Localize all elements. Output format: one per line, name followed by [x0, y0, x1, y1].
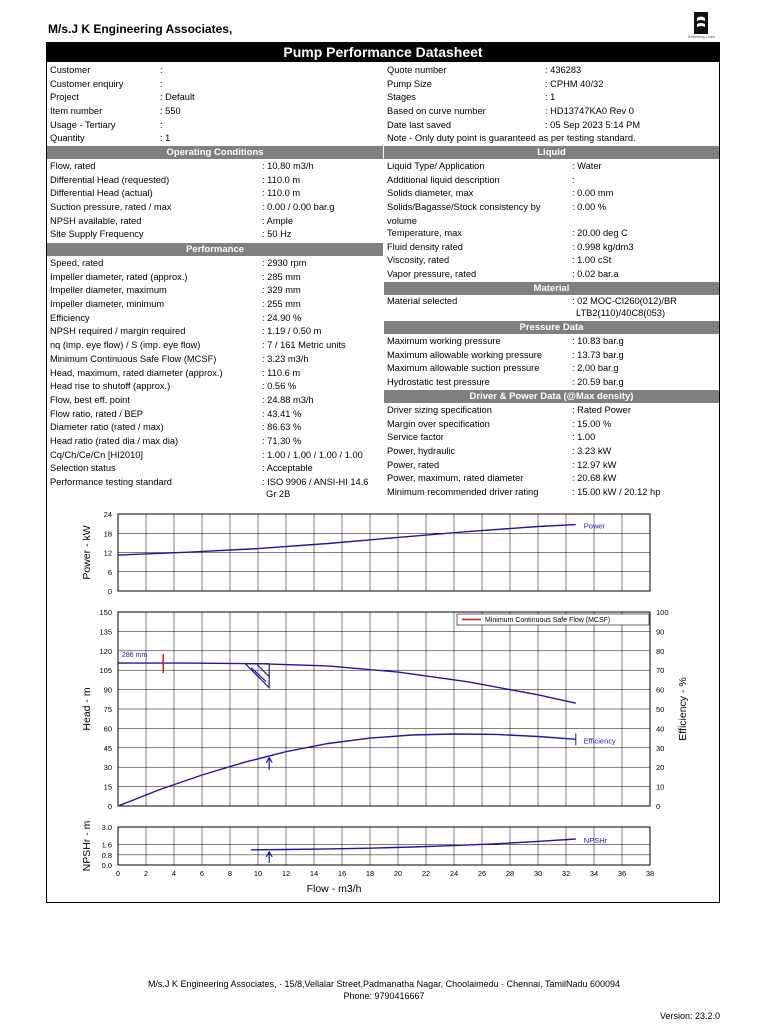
field-row	[387, 78, 717, 92]
x-tick-label: 36	[617, 869, 627, 878]
field-label: Impeller diameter, rated (approx.)	[50, 271, 188, 282]
field-value: : HD13747KA0 Rev 0	[545, 106, 634, 117]
field-label: Site Supply Frequency	[50, 229, 144, 240]
field-label: Material selected	[387, 296, 458, 306]
field-row	[50, 367, 382, 381]
field-row	[50, 339, 382, 353]
x-tick-label: 14	[309, 869, 319, 878]
field-value: : Default	[160, 92, 195, 103]
performance-curves-chart	[0, 505, 768, 905]
field-label: Driver sizing specification	[387, 405, 492, 415]
field-value: : 0.00 %	[572, 202, 607, 213]
y-tick-label: 0	[107, 802, 112, 811]
field-label: NPSH required / margin required	[50, 326, 186, 337]
y-tick-label: 0.0	[101, 861, 112, 870]
field-label: Customer	[50, 65, 91, 75]
field-label: Liquid Type/ Application	[387, 161, 485, 171]
field-value: :	[160, 78, 163, 89]
duty-point-marker	[245, 664, 269, 688]
y2-tick-label: 60	[656, 685, 665, 695]
field-value: : 10.83 bar.g	[572, 336, 624, 346]
field-label: Maximum allowable suction pressure	[387, 363, 540, 374]
y-axis-label: Head - m	[81, 687, 93, 731]
field-label: Speed, rated	[50, 258, 104, 268]
field-row	[50, 78, 380, 92]
field-label: Head, maximum, rated diameter (approx.)	[50, 367, 223, 378]
y2-tick-label: 20	[656, 763, 665, 773]
field-row	[50, 380, 382, 394]
field-label: Cq/Ch/Ce/Cn [HI2010]	[50, 449, 144, 460]
operating-conditions-block	[50, 160, 382, 242]
field-label: Pump Size	[387, 78, 432, 89]
field-label: Fluid density rated	[387, 241, 463, 252]
field-value-continued: Gr 2B	[266, 489, 291, 499]
field-row	[387, 64, 717, 78]
x-tick-label: 26	[477, 869, 487, 878]
field-value: : 10.80 m3/h	[262, 161, 314, 171]
field-value: : 1.00 / 1.00 / 1.00 / 1.00	[262, 449, 363, 460]
y-tick-label: 135	[99, 627, 112, 637]
field-row	[387, 174, 717, 188]
liquid-block	[387, 160, 717, 282]
field-row	[50, 228, 382, 242]
field-row	[50, 476, 382, 502]
field-value: : Ample	[262, 215, 294, 226]
field-row	[50, 312, 382, 326]
field-row	[50, 353, 382, 367]
field-label: Maximum allowable working pressure	[387, 349, 543, 360]
version-label: Version: 23.2.0	[659, 1011, 720, 1021]
field-value: : 50 Hz	[262, 229, 292, 240]
field-value: : 20.59 bar.g	[572, 377, 624, 388]
y-tick-label: 24	[103, 510, 112, 519]
field-label: Differential Head (requested)	[50, 174, 170, 185]
field-label: Flow, rated	[50, 161, 96, 171]
field-value: : 110.0 m	[262, 174, 301, 185]
field-row	[387, 459, 717, 473]
material-header: Material	[384, 282, 719, 295]
y-tick-label: 18	[103, 529, 112, 539]
field-value: : 285 mm	[262, 271, 301, 282]
y-axis-label: Power - kW	[81, 525, 93, 580]
field-row	[387, 227, 717, 241]
field-value: : 20.68 kW	[572, 473, 617, 484]
field-row	[50, 174, 382, 188]
field-row	[50, 435, 382, 449]
field-row	[387, 418, 717, 432]
x-tick-label: 4	[171, 869, 177, 878]
field-value: : Rated Power	[572, 405, 631, 415]
field-row	[387, 187, 717, 201]
legend-label: Minimum Continuous Safe Flow (MCSF)	[485, 617, 611, 624]
field-value: : 3.23 m3/h	[262, 353, 309, 364]
diameter-annotation: 286 mm	[122, 651, 148, 659]
operating-conditions-header: Operating Conditions	[47, 146, 383, 159]
field-value: : 1.00	[572, 432, 596, 443]
x-tick-label: 30	[533, 869, 543, 878]
field-row	[50, 160, 382, 174]
field-row	[50, 462, 382, 476]
field-value: : CPHM 40/32	[545, 78, 604, 89]
x-tick-label: 16	[337, 869, 347, 878]
field-value: : 20.00 deg C	[572, 228, 628, 239]
field-row	[387, 241, 717, 255]
x-axis-label: Flow - m3/h	[306, 883, 362, 895]
field-row	[387, 201, 717, 227]
field-value: :	[572, 174, 575, 185]
y-tick-label: 0.8	[101, 850, 112, 860]
field-value: : 1.19 / 0.50 m	[262, 326, 322, 337]
field-label: Item number	[50, 106, 103, 117]
info-left-block	[50, 64, 380, 146]
series-line	[118, 734, 576, 806]
x-tick-label: 12	[281, 869, 291, 878]
field-value: : 86.63 %	[262, 422, 302, 433]
field-row	[387, 472, 717, 486]
y-tick-label: 15	[103, 782, 112, 792]
field-label: Solids/Bagasse/Stock consistency by volume	[387, 202, 541, 226]
pressure-data-block	[387, 335, 717, 390]
x-tick-label: 6	[199, 869, 205, 878]
field-row	[387, 132, 717, 146]
x-tick-label: 38	[645, 869, 655, 878]
y-tick-label: 90	[103, 685, 112, 695]
field-value: : 0.02 bar.a	[572, 269, 619, 280]
y-tick-label: 75	[103, 705, 112, 714]
y-tick-label: 60	[103, 724, 112, 734]
field-row	[387, 295, 717, 321]
x-tick-label: 18	[365, 869, 375, 878]
field-label: Minimum recommended driver rating	[387, 487, 539, 498]
field-label: Quote number	[387, 65, 447, 75]
driver-power-block	[387, 404, 717, 500]
x-tick-label: 24	[449, 869, 459, 878]
field-label: Suction pressure, rated / max	[50, 202, 172, 213]
field-row	[387, 349, 717, 363]
field-label: Quantity	[50, 133, 85, 144]
series-line	[251, 839, 576, 850]
y2-tick-label: 10	[656, 782, 665, 792]
x-tick-label: 8	[227, 869, 233, 878]
field-value: : 02 MOC-CI260(012)/BR	[572, 296, 677, 306]
field-row	[387, 431, 717, 445]
field-label: Selection status	[50, 463, 116, 474]
field-value: : 0.00 / 0.00 bar.g	[262, 202, 335, 213]
x-tick-label: 20	[393, 869, 403, 878]
field-label: Power, rated	[387, 459, 440, 470]
field-row	[50, 257, 382, 271]
field-value: : 329 mm	[262, 285, 301, 296]
field-value: : Acceptable	[262, 463, 313, 474]
field-label: Note - Only duty point is guaranteed as per testing standard.	[387, 133, 636, 144]
x-tick-label: 0	[115, 869, 121, 878]
field-row	[50, 187, 382, 201]
field-row	[50, 105, 380, 119]
x-tick-label: 28	[505, 869, 515, 878]
field-row	[50, 271, 382, 285]
field-value: : 1	[160, 133, 171, 144]
y-tick-label: 1.6	[101, 840, 112, 850]
y-tick-label: 120	[99, 646, 112, 656]
field-row	[50, 449, 382, 463]
field-value: : 550	[160, 106, 181, 117]
npsh-duty-marker	[266, 852, 272, 863]
field-value: : 13.73 bar.g	[572, 349, 624, 360]
field-label: nq (imp. eye flow) / S (imp. eye flow)	[50, 340, 201, 351]
field-label: Based on curve number	[387, 106, 486, 117]
field-value: : 0.998 kg/dm3	[572, 241, 634, 252]
field-value: : Water	[572, 161, 602, 171]
y2-tick-label: 70	[656, 666, 665, 676]
field-value: : 0.56 %	[262, 381, 297, 392]
field-label: Diameter ratio (rated / max)	[50, 422, 164, 433]
field-label: Project	[50, 92, 79, 103]
field-value: : 12.97 kW	[572, 459, 617, 470]
field-row	[50, 394, 382, 408]
footer-phone: Phone: 9790416667	[343, 991, 425, 1001]
field-row	[50, 284, 382, 298]
brand-logo-caption: Enriching Lives	[688, 34, 716, 39]
y-tick-label: 3.0	[101, 823, 112, 832]
brand-logo-icon	[694, 12, 708, 34]
field-row	[387, 268, 717, 282]
field-value: : 24.90 %	[262, 312, 302, 323]
field-label: Service factor	[387, 432, 444, 443]
y-axis-label: NPSHr - m	[81, 820, 93, 872]
field-label: Temperature, max	[387, 228, 462, 239]
field-value: : 1.00 cSt	[572, 255, 612, 266]
field-label: Flow ratio, rated / BEP	[50, 408, 144, 419]
x-tick-label: 22	[421, 869, 431, 878]
field-row	[387, 105, 717, 119]
field-label: Head ratio (rated dia / max dia)	[50, 435, 179, 446]
field-row	[387, 486, 717, 500]
series-label: Power	[583, 521, 606, 531]
y2-tick-label: 80	[656, 646, 665, 656]
field-label: Performance testing standard	[50, 477, 172, 487]
field-label: Efficiency	[50, 312, 90, 323]
info-right-block	[387, 64, 717, 146]
y2-tick-label: 40	[656, 724, 665, 734]
field-value: : 7 / 161 Metric units	[262, 340, 346, 351]
field-value: : 436283	[545, 65, 582, 75]
field-label: Usage - Tertiary	[50, 119, 116, 130]
field-label: Customer enquiry	[50, 78, 124, 89]
series-line	[118, 525, 576, 556]
y2-axis-label: Efficiency - %	[677, 677, 689, 741]
y-tick-label: 0	[107, 587, 112, 596]
datasheet-title: Pump Performance Datasheet	[47, 43, 719, 62]
liquid-header: Liquid	[384, 146, 719, 159]
field-row	[387, 91, 717, 105]
field-label: Hydrostatic test pressure	[387, 377, 490, 388]
field-row	[387, 445, 717, 459]
footer-address: M/s.J K Engineering Associates, · 15/8,Vellalar Street,Padmanatha Nagar, Choolaimedu · Chennai, TamilNadu 600094	[147, 979, 621, 989]
performance-block	[50, 257, 382, 502]
x-tick-label: 2	[143, 869, 149, 878]
field-value: : 15.00 %	[572, 418, 612, 429]
field-label: NPSH available, rated	[50, 215, 142, 226]
y-tick-label: 12	[103, 548, 112, 558]
y2-tick-label: 30	[656, 743, 665, 753]
field-label: Maximum working pressure	[387, 336, 501, 346]
field-label: Power, hydraulic	[387, 446, 456, 457]
field-label: Solids diameter, max	[387, 188, 474, 199]
field-row	[50, 298, 382, 312]
field-value: : 2.00 bar.g	[572, 363, 619, 374]
field-label: Margin over specification	[387, 418, 490, 429]
plot-frame	[118, 827, 650, 865]
field-value: : 71.30 %	[262, 435, 302, 446]
performance-header: Performance	[47, 243, 383, 256]
field-value: : 15.00 kW / 20.12 hp	[572, 487, 661, 498]
field-value: : ISO 9906 / ANSI-HI 14.6	[262, 477, 369, 487]
series-label: Efficiency	[583, 736, 616, 746]
y-tick-label: 30	[103, 763, 112, 773]
field-label: Viscosity, rated	[387, 255, 450, 266]
y2-tick-label: 100	[656, 608, 669, 617]
field-label: Flow, best eff. point	[50, 394, 130, 405]
field-row	[387, 160, 717, 174]
y-tick-label: 6	[107, 567, 112, 577]
field-value: : 3.23 kW	[572, 446, 612, 457]
y-tick-label: 45	[103, 743, 112, 753]
field-row	[387, 335, 717, 349]
field-row	[50, 201, 382, 215]
field-value: : 24.88 m3/h	[262, 394, 314, 405]
field-value: : 110.0 m	[262, 188, 301, 199]
x-tick-label: 32	[561, 869, 571, 878]
field-row	[50, 119, 380, 133]
driver-power-header: Driver & Power Data (@Max density)	[384, 390, 719, 403]
pressure-data-header: Pressure Data	[384, 321, 719, 334]
x-tick-label: 10	[253, 869, 263, 878]
x-tick-label: 34	[589, 869, 599, 878]
field-value: :	[160, 119, 163, 130]
field-row	[50, 421, 382, 435]
field-label: Minimum Continuous Safe Flow (MCSF)	[50, 353, 217, 364]
field-value: : 1	[545, 92, 556, 103]
field-label: Impeller diameter, maximum	[50, 285, 167, 296]
series-label: NPSHr	[583, 836, 608, 846]
field-label: Differential Head (actual)	[50, 188, 153, 199]
field-value-continued: LTB2(110)/40C8(053)	[576, 308, 666, 318]
material-block	[387, 295, 717, 321]
y2-tick-label: 0	[656, 802, 661, 811]
company-name: M/s.J K Engineering Associates,	[48, 22, 233, 36]
field-row	[387, 254, 717, 268]
y2-tick-label: 50	[656, 705, 665, 714]
field-value: : 2930 rpm	[262, 258, 307, 268]
field-row	[50, 132, 380, 146]
field-row	[50, 325, 382, 339]
field-row	[50, 408, 382, 422]
field-row	[50, 91, 380, 105]
field-label: Power, maximum, rated diameter	[387, 473, 524, 484]
field-value: : 05 Sep 2023 5:14 PM	[545, 119, 641, 130]
field-value: :	[160, 65, 163, 75]
field-row	[387, 376, 717, 390]
field-row	[50, 215, 382, 229]
field-label: Additional liquid description	[387, 174, 500, 185]
field-row	[387, 404, 717, 418]
y2-tick-label: 90	[656, 627, 665, 637]
series-line	[118, 663, 576, 703]
field-value: : 0.00 mm	[572, 188, 614, 199]
field-label: Impeller diameter, minimum	[50, 299, 165, 310]
field-label: Vapor pressure, rated	[387, 269, 477, 280]
field-label: Date last saved	[387, 119, 452, 130]
field-row	[387, 119, 717, 133]
field-value: : 255 mm	[262, 299, 301, 310]
field-label: Head rise to shutoff (approx.)	[50, 381, 171, 392]
field-row	[387, 362, 717, 376]
y-tick-label: 150	[99, 608, 112, 617]
y-tick-label: 105	[99, 666, 112, 676]
field-value: : 110.6 m	[262, 367, 301, 378]
efficiency-duty-marker	[266, 758, 272, 770]
field-value: : 43.41 %	[262, 408, 302, 419]
field-row	[50, 64, 380, 78]
field-label: Stages	[387, 92, 416, 103]
